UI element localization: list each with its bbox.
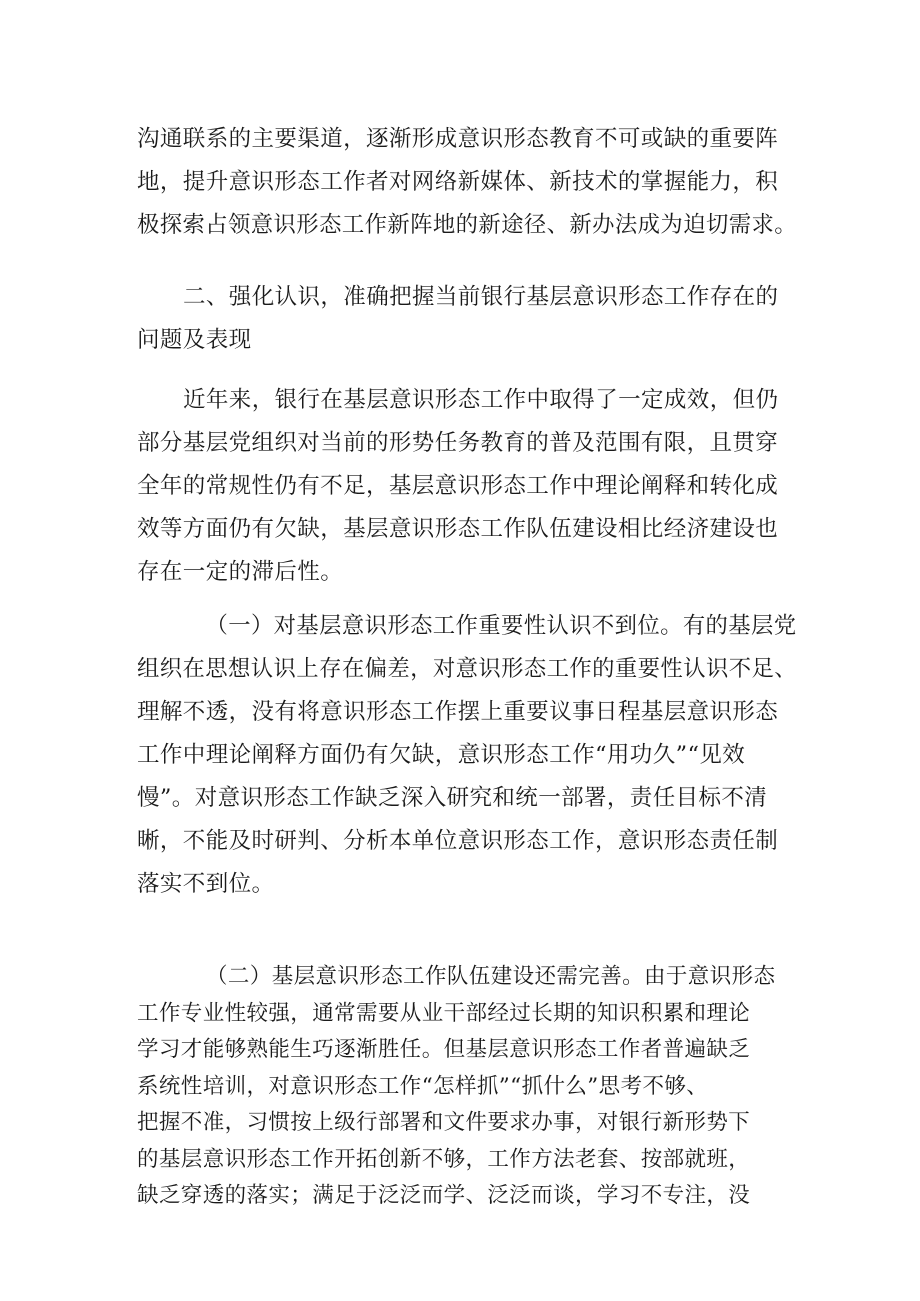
section-heading-two (137, 276, 797, 362)
text-line: 理解不透，没有将意识形态工作摆上重要议事日程基层意识形态 (137, 699, 779, 725)
text-line: （二）基层意识形态工作队伍建设还需完善。由于意识形态 (206, 964, 776, 989)
text-line: 把握不准，习惯按上级行部署和文件要求办事，对银行新形势下 (137, 1110, 751, 1135)
text-line: 落实不到位。 (137, 871, 275, 897)
subsection-one (137, 605, 797, 906)
text-line: 效等方面仍有欠缺，基层意识形态工作队伍建设相比经济建设也 (137, 516, 779, 542)
text-line: 近年来，银行在基层意识形态工作中取得了一定成效，但仍 (183, 387, 779, 413)
text-line: 工作专业性较强，通常需要从业干部经过长期的知识积累和理论 (137, 1000, 751, 1026)
heading-line: 二、强化认识，准确把握当前银行基层意识形态工作存在的 (183, 284, 779, 310)
text-line: 沟通联系的主要渠道，逐渐形成意识形态教育不可或缺的重要阵 (137, 126, 779, 152)
text-line: 学习才能够熟能生巧逐渐胜任。但基层意识形态工作者普遍缺乏 (137, 1037, 751, 1062)
text-line: 慢”。对意识形态工作缺乏深入研究和统一部署，责任目标不清 (137, 785, 768, 811)
subsection-two (137, 959, 797, 1215)
text-line: 部分基层党组织对当前的形势任务教育的普及范围有限，且贯穿 (137, 430, 779, 456)
text-line: 全年的常规性仍有不足，基层意识形态工作中理论阐释和转化成 (137, 473, 779, 499)
text-line: 晰，不能及时研判、分析本单位意识形态工作，意识形态责任制 (137, 828, 779, 854)
text-line: 工作中理论阐释方面仍有欠缺，意识形态工作“用功久”“见效 (137, 742, 746, 768)
text-line: 极探索占领意识形态工作新阵地的新途径、新办法成为迫切需求。 (137, 212, 797, 238)
text-line: 系统性培训，对意识形态工作“怎样抓”“抓什么”思考不够、 (137, 1073, 709, 1099)
paragraph-recent-years (137, 379, 797, 594)
text-line: （一）对基层意识形态工作重要性认识不到位。有的基层党 (205, 613, 797, 639)
text-line: 存在一定的滞后性。 (137, 559, 344, 585)
text-line: 组织在思想认识上存在偏差，对意识形态工作的重要性认识不足、 (137, 656, 797, 682)
heading-line: 问题及表现 (137, 327, 252, 353)
text-line: 地，提升意识形态工作者对网络新媒体、新技术的掌握能力，积 (137, 169, 779, 195)
paragraph-channels-continued (137, 118, 797, 247)
text-line: 缺乏穿透的落实；满足于泛泛而学、泛泛而谈，学习不专注，没 (137, 1183, 751, 1208)
text-line: 的基层意识形态工作开拓创新不够，工作方法老套、按部就班， (137, 1146, 751, 1172)
